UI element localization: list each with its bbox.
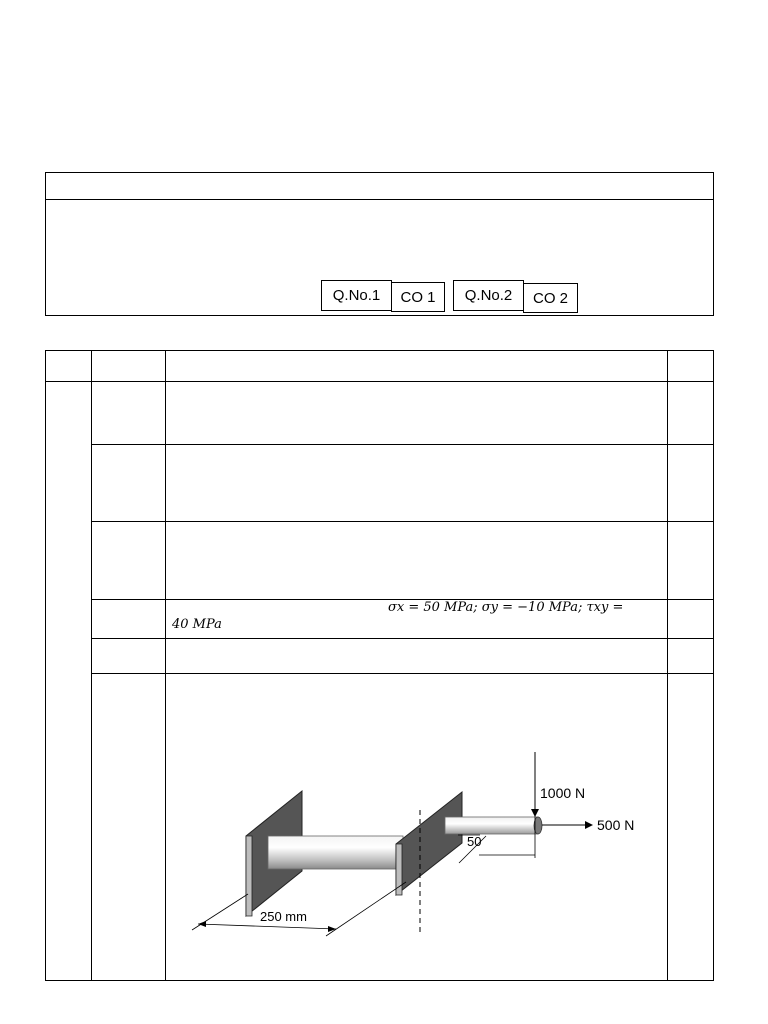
arm-dim-label: 50	[467, 834, 482, 849]
q2-label: Q.No.2	[464, 287, 513, 304]
q1-co: CO 1	[400, 288, 436, 306]
q1-co-box	[391, 282, 445, 312]
row-line-e	[91, 673, 714, 674]
row-line-d	[91, 638, 714, 639]
q1-label: Q.No.1	[332, 287, 381, 304]
shaft-dim-line	[198, 924, 336, 929]
middle-plate	[396, 792, 462, 895]
stress-values-line-1: σx = 50 MPa; σy = −10 MPa; τxy =	[388, 600, 624, 615]
main-shaft	[268, 836, 403, 869]
shaft-bracket-figure	[190, 748, 660, 946]
vertical-load-label: 1000 N	[540, 785, 586, 801]
header-strip	[46, 173, 713, 200]
row-line-b	[91, 521, 714, 522]
q1-label-box	[321, 280, 392, 311]
row-line-a	[91, 444, 714, 445]
shaft-dim-arrow-right	[328, 926, 336, 932]
horizontal-load-label: 500 N	[597, 817, 635, 833]
shaft-dim-label: 250 mm	[260, 909, 307, 924]
shaft-dim-arrow-left	[198, 921, 206, 927]
q2-co-box	[523, 283, 578, 313]
stress-values-line-2: 40 MPa	[172, 617, 222, 632]
shaft-dim-ext-right	[326, 882, 406, 936]
table-header-row-line	[45, 381, 714, 382]
q2-co: CO 2	[532, 289, 568, 307]
q2-label-box	[453, 280, 524, 311]
arm-rod	[445, 817, 542, 834]
